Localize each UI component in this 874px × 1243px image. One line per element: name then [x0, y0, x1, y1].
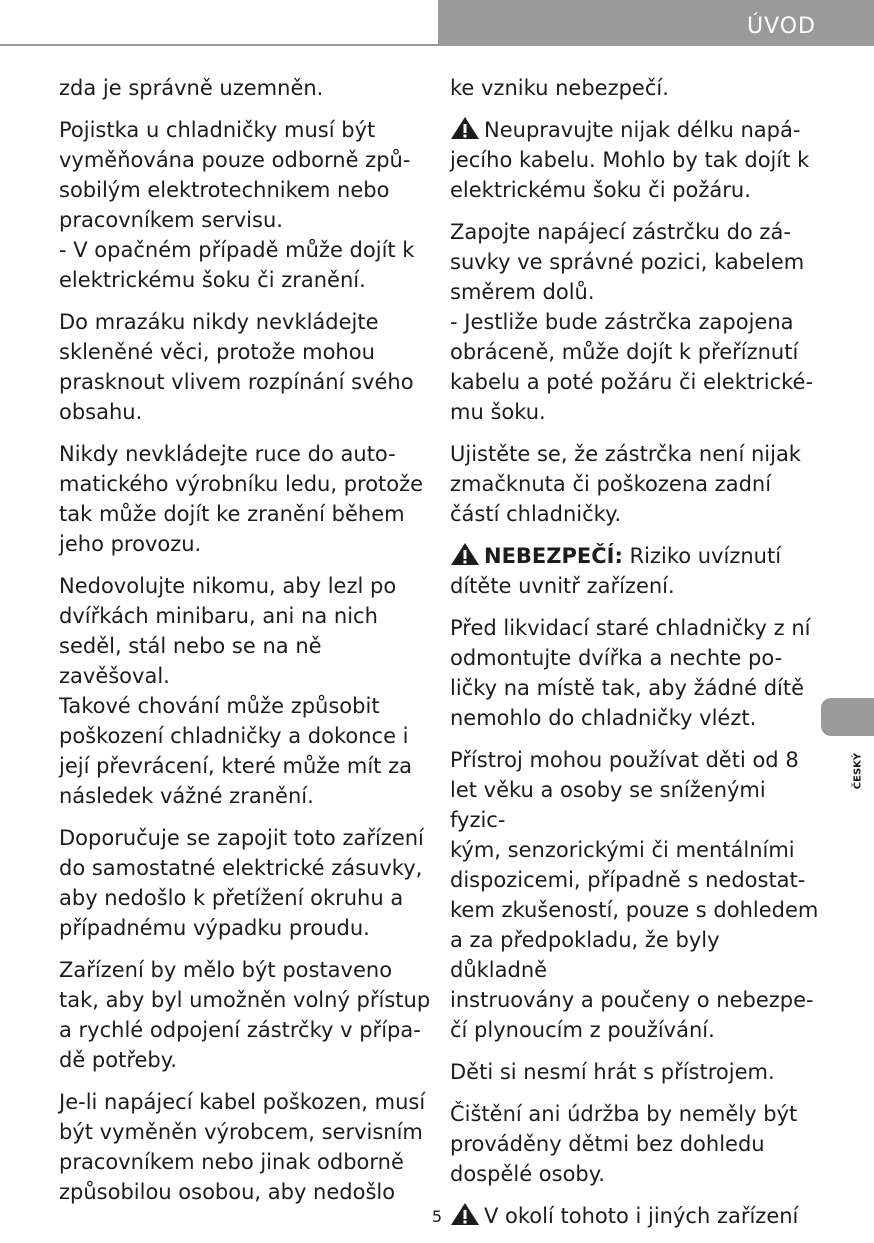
paragraph: Před likvidací staré chladničky z ní odmontujte dvířka a nechte po- ličky na místě tak, aby žádné dítě nemohlo do chladničky vlézt.: [450, 616, 811, 730]
header-rule: [0, 44, 438, 46]
warning-paragraph: [450, 115, 822, 205]
warning-text: Neupravujte nijak délku napá- jecího kabelu. Mohlo by tak dojít k elektrickému šoku či požáru.: [450, 118, 810, 202]
language-label: ČESKÝ: [852, 752, 864, 790]
section-title: ÚVOD: [746, 14, 816, 39]
paragraph: Doporučuje se zapojit toto zařízení do samostatné elektrické zásuvky, aby nedošlo k přetížení okruhu a případnému výpadku proudu.: [59, 826, 424, 940]
paragraph: Pojistka u chladničky musí být vyměňována pouze odborně způ- sobilým elektrotechnikem nebo pracovníkem servisu. - V opačném případě může dojít k elektrickému šoku či zranění.: [59, 118, 415, 292]
paragraph: Přístroj mohou používat děti od 8 let věku a osoby se sníženými fyzic- kým, senzorickými či mentálními dispozicemi, případně s nedostat- kem zkušeností, pouze s dohledem a za předpokladu, že byly důkladně instruovány a poučeny o nebezpe- čí plynoucím z používání.: [450, 748, 819, 1042]
paragraph: Nedovolujte nikomu, aby lezl po dvířkách minibaru, ani na nich seděl, stál nebo se na ně zavěšoval. Takové chování může způsobit poškození chladničky a dokonce i její převrácení, které může mít za následek vážné zranění.: [59, 574, 412, 808]
paragraph: Zapojte napájecí zástrčku do zá- suvky ve správné pozici, kabelem směrem dolů. - Jestliže bude zástrčka zapojena obráceně, může dojít k přeříznutí kabelu a poté požáru či elektrické- mu šoku.: [450, 220, 814, 424]
paragraph: Děti si nesmí hrát s přístrojem.: [450, 1060, 775, 1084]
paragraph: Zařízení by mělo být postaveno tak, aby byl umožněn volný přístup a rychlé odpojení zástrčky v přípa- dě potřeby.: [59, 958, 431, 1072]
paragraph: Do mrazáku nikdy nevkládejte skleněné věci, protože mohou prasknout vlivem rozpínání svého obsahu.: [59, 310, 414, 424]
warning-triangle-icon: [450, 116, 480, 140]
language-side-tab: [821, 698, 874, 736]
warning-text: V okolí tohoto i jiných zařízení: [484, 1204, 799, 1228]
danger-label: NEBEZPEČÍ:: [484, 544, 623, 568]
page-number: 5: [431, 1207, 443, 1226]
warning-triangle-icon: [450, 542, 480, 566]
danger-paragraph: [450, 541, 822, 601]
section-header-tab: [438, 0, 874, 46]
paragraph: Čištění ani údržba by neměly být prováděny dětmi bez dohledu dospělé osoby.: [450, 1102, 798, 1186]
right-column: [450, 73, 822, 1243]
paragraph: Je-li napájecí kabel poškozen, musí být vyměněn výrobcem, servisním pracovníkem nebo jinak odborně způsobilou osobou, aby nedošlo: [59, 1090, 426, 1204]
paragraph: Nikdy nevkládejte ruce do auto- matického výrobníku ledu, protože tak může dojít ke zranění během jeho provozu.: [59, 442, 424, 556]
paragraph: ke vzniku nebezpečí.: [450, 76, 669, 100]
danger-text: Riziko uvíznutí dítěte uvnitř zařízení.: [450, 544, 782, 598]
paragraph: Ujistěte se, že zástrčka není nijak zmačknuta či poškozena zadní částí chladničky.: [450, 442, 801, 526]
paragraph: zda je správně uzemněn.: [59, 76, 324, 100]
left-column: [59, 73, 431, 1219]
